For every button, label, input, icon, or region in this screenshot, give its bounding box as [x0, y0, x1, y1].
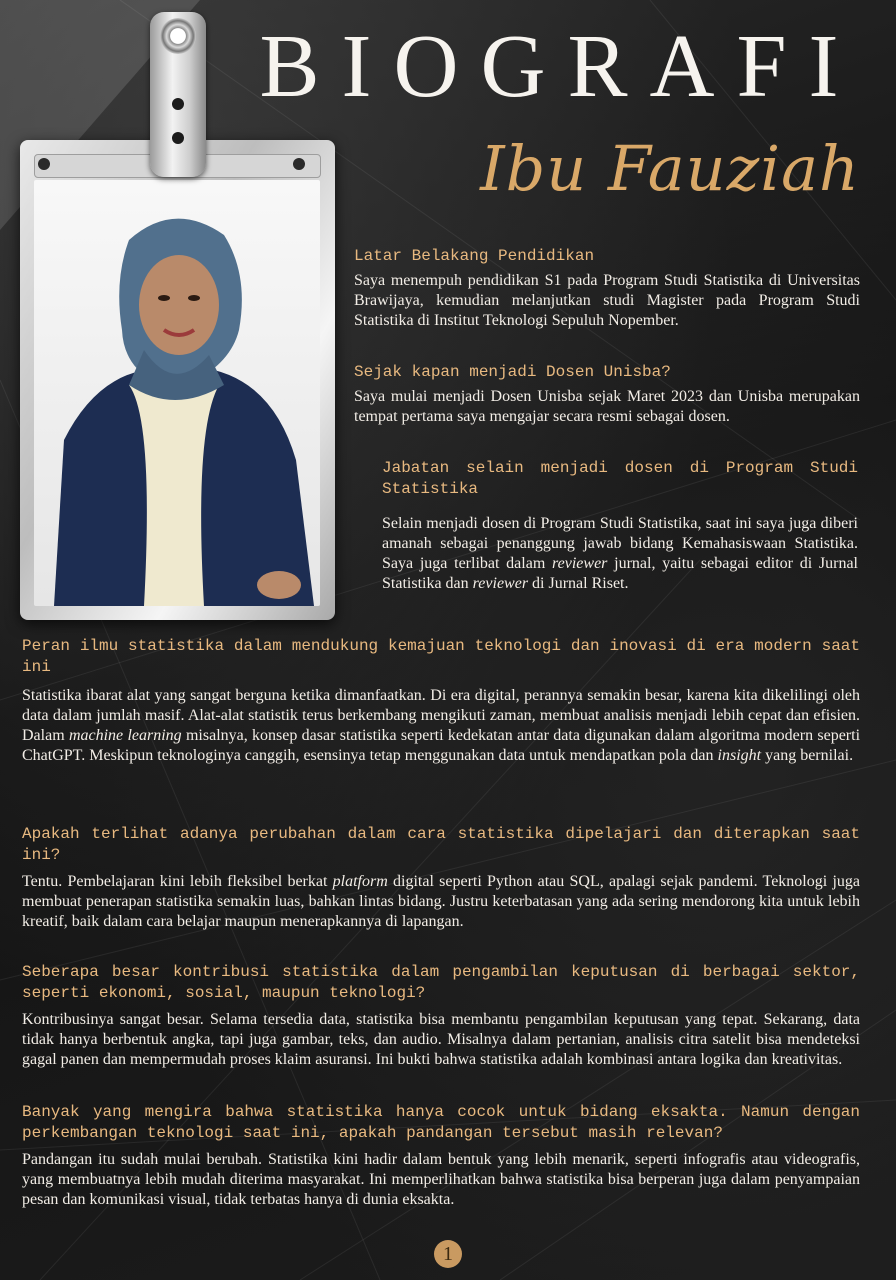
question-heading: Sejak kapan menjadi Dosen Unisba? [354, 363, 671, 381]
section-changes-in-learning [22, 824, 860, 932]
section-role-of-statistics [22, 636, 860, 766]
answer-text: Saya menempuh pendidikan S1 pada Program Studi Statistika di Universitas Brawijaya, kemudian melanjutkan studi Magister pada Program Studi Statistika di Institut Teknologi Sepuluh Nopember. [354, 272, 860, 329]
answer-text: Kontribusinya sangat besar. Selama tersedia data, statistika bisa membantu pengambilan keputusan yang tepat. Sekarang, data tidak hanya berbentuk angka, tapi juga gambar, teks, dan audio. Misalnya dalam pertanian, analisis citra satelit bisa mendeteksi gagal panen dan mempermudah proses klaim asuransi. Ini bukti bahwa statistika adalah kombinasi antara logika dan kreativitas. [22, 1011, 860, 1068]
section-exact-sciences [22, 1102, 860, 1210]
badge-hole-right [293, 158, 305, 170]
answer-text: Selain menjadi dosen di Program Studi Statistika, saat ini saya juga diberi amanah sebagai penanggung jawab bidang Kemahasiswaan Statistika. Saya juga terlibat dalam reviewer jurnal, yaitu sebagai editor di Jurnal Statistika dan reviewer di Jurnal Riset. [382, 515, 858, 592]
badge-hole-left [38, 158, 50, 170]
section-contribution [22, 962, 860, 1070]
answer-text: Tentu. Pembelajaran kini lebih fleksibel berkat platform digital seperti Python atau SQL, apalagi sejak pandemi. Teknologi juga membuat penerapan statistika semakin luas, bahkan lintas bidang. Justru keterbatasan yang ada sering mendorong kita untuk lebih kreatif, baik dalam cara belajar maupun menerapkannya di lapangan. [22, 873, 860, 930]
page-number: 1 [434, 1240, 462, 1268]
id-badge [20, 140, 335, 620]
portrait-photo [34, 180, 320, 606]
question-heading: Jabatan selain menjadi dosen di Program Studi Statistika [382, 459, 858, 498]
answer-text: Pandangan itu sudah mulai berubah. Statistika kini hadir dalam bentuk yang lebih menarik, seperti infografis atau videografis, yang membuatnya lebih mudah diterima masyarakat. Ini memperlihatkan bahwa statistika bisa berperan juga dalam penyampaian pesan dan komunikasi visual, tidak terbatas hanya di dunia eksakta. [22, 1151, 860, 1208]
question-heading: Latar Belakang Pendidikan [354, 247, 595, 265]
section-other-positions [382, 458, 858, 594]
answer-text: Statistika ibarat alat yang sangat berguna ketika dimanfaatkan. Di era digital, perannya semakin besar, karena kita dikelilingi oleh data dalam jumlah masif. Alat-alat statistik terus berkembang mengikuti zaman, membuat analisis menjadi lebih cepat dan efisien. Dalam machine learning misalnya, konsep dasar statistika seperti kedekatan antar data digunakan dalam algoritma modern seperti ChatGPT. Meskipun teknologinya canggih, esensinya tetap menggunakan data untuk mendapatkan pola dan insight yang bernilai. [22, 687, 861, 764]
section-since-when [354, 362, 860, 427]
question-heading: Seberapa besar kontribusi statistika dalam pengambilan keputusan di berbagai sektor, seperti ekonomi, sosial, maupun teknologi? [22, 963, 860, 1002]
question-heading: Peran ilmu statistika dalam mendukung kemajuan teknologi dan inovasi di era modern saat ini [22, 637, 860, 676]
question-heading: Apakah terlihat adanya perubahan dalam cara statistika dipelajari dan diterapkan saat ini? [22, 825, 860, 864]
question-heading: Banyak yang mengira bahwa statistika hanya cocok untuk bidang eksakta. Namun dengan perkembangan teknologi saat ini, apakah pandangan tersebut masih relevan? [22, 1103, 860, 1142]
id-badge-clip-icon [150, 12, 206, 177]
answer-text: Saya mulai menjadi Dosen Unisba sejak Maret 2023 dan Unisba merupakan tempat pertama saya mengajar secara resmi sebagai dosen. [354, 388, 860, 425]
page-title: BIOGRAFI [259, 17, 861, 116]
person-name: Ibu Fauziah [480, 132, 860, 205]
section-education [354, 246, 860, 331]
